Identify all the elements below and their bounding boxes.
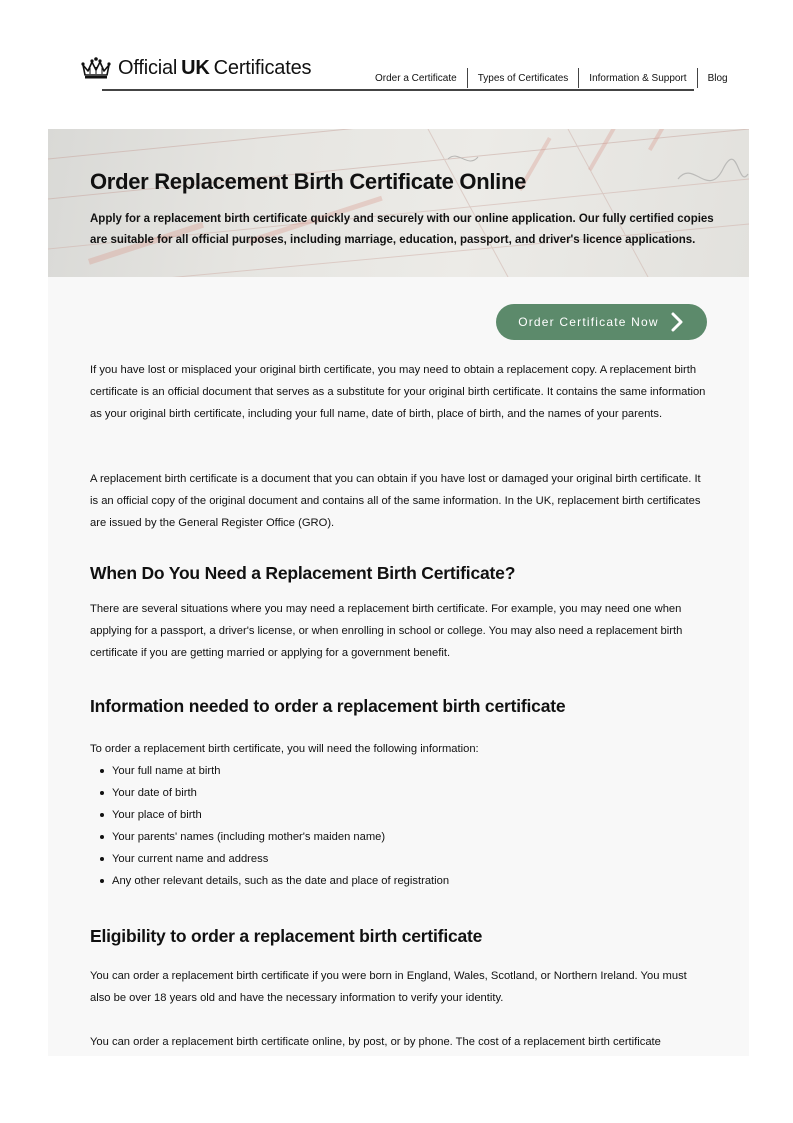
crown-icon (80, 56, 112, 80)
chevron-right-icon (669, 312, 685, 332)
header-divider (102, 89, 694, 91)
intro-paragraph-1: If you have lost or misplaced your original birth certificate, you may need to obtain a replacement copy. A replacement birth certificate is an official document that serves as a substitute for your original birth certificate. It contains the same information as your original birth certificate, including your full name, date of birth, place of birth, and the names of your parents. (90, 364, 706, 420)
logo-text-uk: UK (181, 56, 210, 79)
list-item: Your place of birth (90, 804, 449, 826)
nav-information-support[interactable]: Information & Support (589, 72, 687, 84)
information-list (90, 760, 449, 892)
when-paragraph: There are several situations where you may need a replacement birth certificate. For example, you may need one when applying for a passport, a driver's license, or when enrolling in school or college. You may also need a replacement birth certificate if you are getting married or applying for a government benefit. (90, 603, 683, 659)
logo-text-official: Official (118, 56, 178, 79)
when-heading: When Do You Need a Replacement Birth Certificate? (90, 563, 516, 583)
information-intro: To order a replacement birth certificate, you will need the following information: (90, 743, 479, 755)
list-item: Any other relevant details, such as the date and place of registration (90, 870, 449, 892)
eligibility-heading: Eligibility to order a replacement birth certificate (90, 926, 483, 946)
list-item: Your date of birth (90, 782, 449, 804)
eligibility-paragraph: You can order a replacement birth certificate if you were born in England, Wales, Scotland, or Northern Ireland. You must also be over 18 years old and have the necessary information to verify your identity. (90, 970, 687, 1004)
main-nav (365, 67, 738, 89)
site-logo[interactable] (80, 56, 311, 80)
main-content (48, 277, 749, 1056)
logo-text (118, 57, 311, 80)
logo-text-certificates: Certificates (213, 56, 312, 79)
order-button-label: Order Certificate Now (518, 315, 659, 329)
list-item: Your full name at birth (90, 760, 449, 782)
order-certificate-now-button[interactable] (496, 304, 707, 340)
hero-banner (48, 129, 749, 277)
information-heading: Information needed to order a replacement birth certificate (90, 696, 566, 716)
list-item: Your parents' names (including mother's maiden name) (90, 826, 449, 848)
page-title: Order Replacement Birth Certificate Online (90, 169, 527, 194)
nav-blog[interactable]: Blog (707, 72, 728, 84)
hero-subtitle: Apply for a replacement birth certificate quickly and securely with our online application. Our fully certified copies are suitable for all official purposes, including marriage, education, passport, and driver's licence applications. (90, 213, 714, 246)
nav-order-certificate[interactable]: Order a Certificate (375, 72, 457, 84)
nav-types-of-certificates[interactable]: Types of Certificates (477, 72, 569, 84)
site-header (0, 0, 793, 110)
ordering-paragraph: You can order a replacement birth certificate online, by post, or by phone. The cost of a replacement birth certificate (90, 1036, 661, 1048)
list-item: Your current name and address (90, 848, 449, 870)
intro-paragraph-2: A replacement birth certificate is a document that you can obtain if you have lost or damaged your original birth certificate. It is an official copy of the original document and contains all of the same information. In the UK, replacement birth certificates are issued by the General Register Office (GRO). (90, 473, 701, 529)
certificate-background-image (48, 129, 749, 277)
